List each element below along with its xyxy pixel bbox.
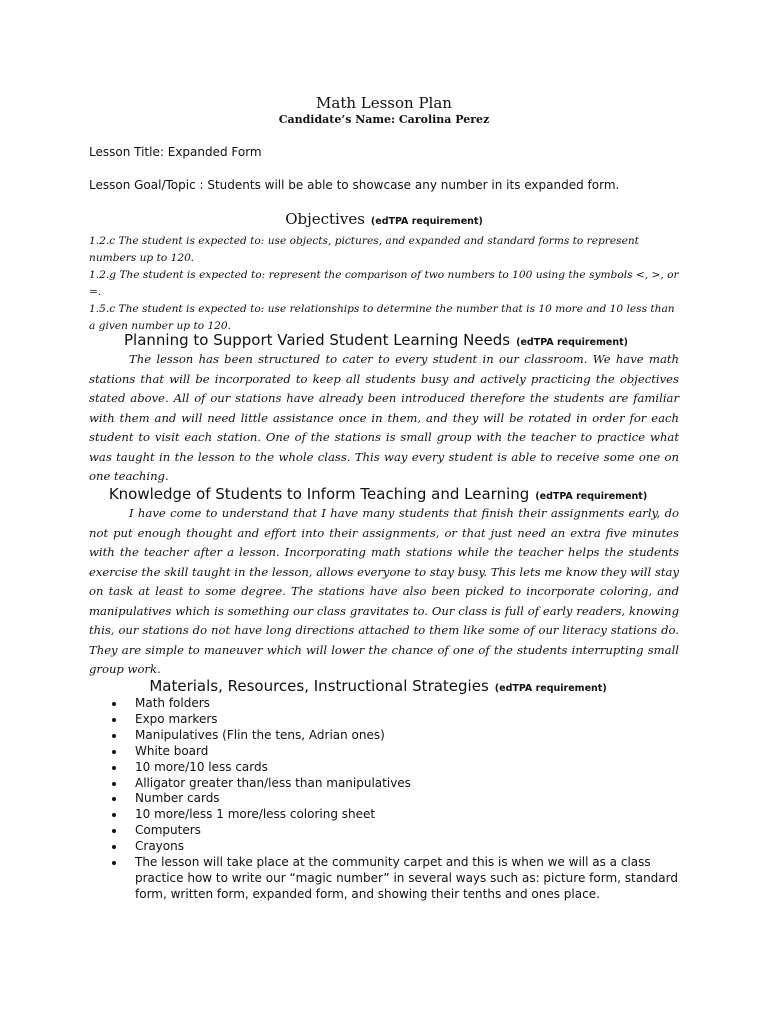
materials-heading	[0, 677, 762, 695]
knowledge-requirement-tag: (edTPA requirement)	[535, 491, 648, 502]
materials-heading-text: Materials, Resources, Instructional Strategies	[149, 677, 489, 695]
list-item: The lesson will take place at the community carpet and this is when we will as a class practice how to write our “magic number” in several ways such as: picture form, standard form, written form, expanded form, and showing their tenths and ones place.	[110, 855, 690, 903]
knowledge-heading	[0, 485, 762, 503]
materials-list	[110, 696, 690, 903]
knowledge-text: I have come to understand that I have many students that finish their assignments early, do not put enough thought and effort into their assignments, or that just need an extra five minutes with the teacher after a lesson. Incorporating math stations while the teacher helps the students exercise the skill taught in the lesson, allows everyone to stay busy. This lets me know they will stay on task at least to some degree. The stations have also been picked to incorporate coloring, and manipulatives which is something our class gravitates to. Our class is full of early readers, knowing this, our stations do not have long directions attached to them like some of our literacy stations do. They are simple to maneuver which will lower the chance of one of the students interrupting small group work.	[89, 506, 679, 676]
objectives-requirement-tag: (edTPA requirement)	[370, 216, 483, 227]
planning-heading-text: Planning to Support Varied Student Learning Needs	[123, 331, 511, 349]
planning-requirement-tag: (edTPA requirement)	[516, 337, 629, 348]
candidate-name: Candidate’s Name: Carolina Perez	[278, 113, 490, 126]
list-item: Expo markers	[110, 712, 690, 728]
objectives-heading-text: Objectives	[285, 210, 365, 228]
list-item: Crayons	[110, 839, 690, 855]
planning-heading	[0, 331, 760, 349]
lesson-title: Lesson Title: Expanded Form	[89, 145, 262, 159]
list-item: 10 more/less 1 more/less coloring sheet	[110, 807, 690, 823]
objective-item: 1.2.c The student is expected to: use objects, pictures, and expanded and standard forms to represent numbers up to 120.	[89, 235, 639, 264]
list-item: Math folders	[110, 696, 690, 712]
objective-item: 1.2.g The student is expected to: represent the comparison of two numbers to 100 using the symbols <, >, or =.	[89, 269, 679, 298]
planning-text: The lesson has been structured to cater to every student in our classroom. We have math stations that will be incorporated to keep all students busy and actively practicing the objectives stated above. All of our stations have already been introduced therefore the students are familiar with them and will need little assistance once in them, and they will be rotated in order for each student to visit each station. One of the stations is small group with the teacher to practice what was taught in the lesson to the whole class. This way every student is able to receive some one on one teaching.	[89, 352, 679, 483]
objectives-list	[89, 233, 679, 335]
planning-paragraph	[89, 350, 679, 487]
list-item: 10 more/10 less cards	[110, 760, 690, 776]
list-item: Computers	[110, 823, 690, 839]
lesson-goal: Lesson Goal/Topic : Students will be able to showcase any number in its expanded form.	[89, 178, 620, 192]
knowledge-paragraph	[89, 504, 679, 680]
list-item: Number cards	[110, 791, 690, 807]
list-item: White board	[110, 744, 690, 760]
materials-requirement-tag: (edTPA requirement)	[494, 683, 607, 694]
knowledge-heading-text: Knowledge of Students to Inform Teaching and Learning	[108, 485, 530, 503]
list-item: Alligator greater than/less than manipulatives	[110, 776, 690, 792]
objective-item: 1.5.c The student is expected to: use relationships to determine the number that is 10 more and 10 less than a given number up to 120.	[89, 303, 675, 332]
list-item: Manipulatives (Flin the tens, Adrian ones)	[110, 728, 690, 744]
document-title: Math Lesson Plan	[316, 94, 452, 112]
objectives-heading	[0, 210, 768, 228]
